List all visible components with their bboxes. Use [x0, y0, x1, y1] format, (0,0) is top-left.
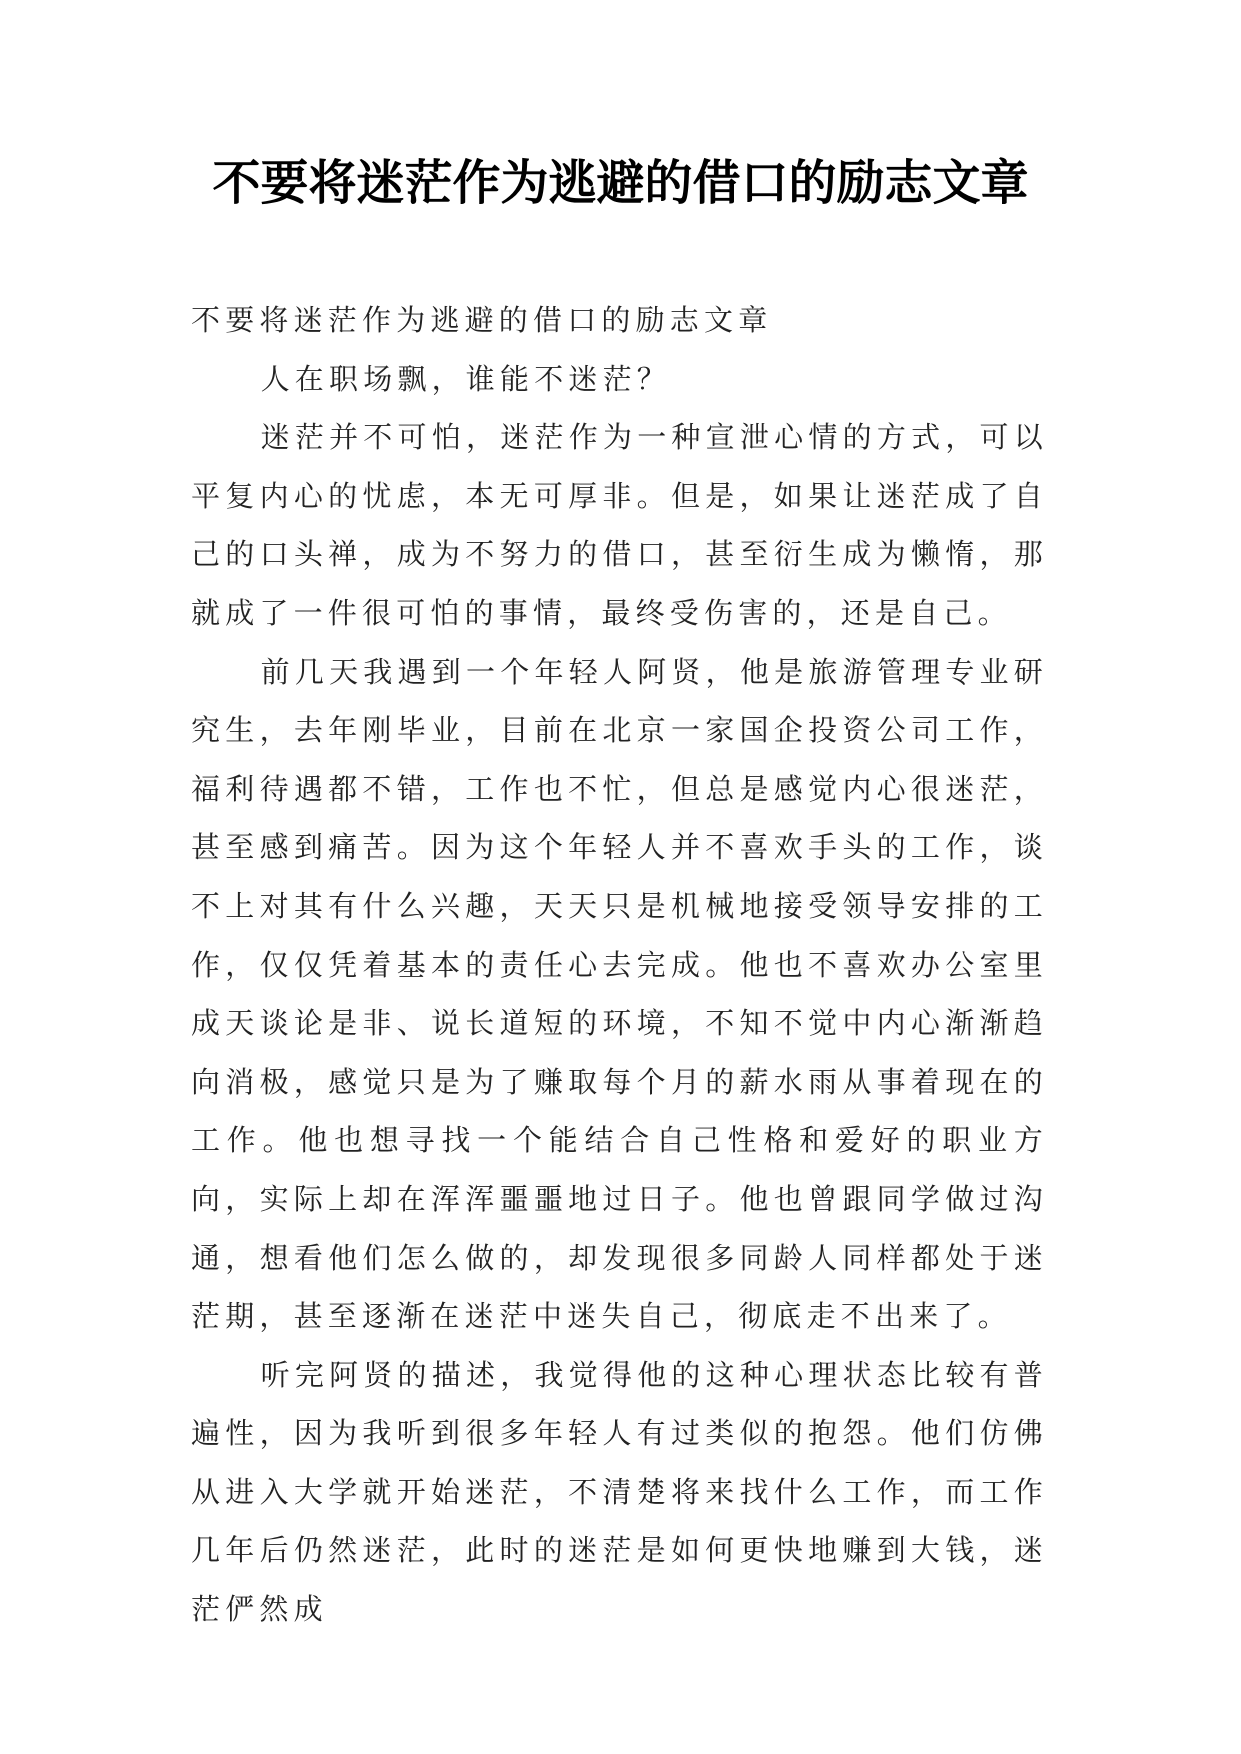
body-paragraph: 迷茫并不可怕，迷茫作为一种宣泄心情的方式，可以平复内心的忧虑，本无可厚非。但是，如果让迷茫成了自己的口头禅，成为不努力的借口，甚至衍生成为懒惰，那就成了一件很可怕的事情，最终受伤害的，还是自己。 [191, 420, 1048, 630]
body-paragraph: 听完阿贤的描述，我觉得他的这种心理状态比较有普遍性，因为我听到很多年轻人有过类似的抱怨。他们仿佛从进入大学就开始迷茫，不清楚将来找什么工作，而工作几年后仍然迷茫，此时的迷茫是如何更快地赚到大钱，迷茫俨然成 [191, 1357, 1048, 1627]
body-subtitle-paragraph: 不要将迷茫作为逃避的借口的励志文章 [191, 303, 773, 337]
body-paragraph: 人在职场飘，谁能不迷茫？ [260, 361, 671, 396]
document-body [191, 291, 1048, 1639]
document-title: 不要将迷茫作为逃避的借口的励志文章 [212, 155, 1029, 211]
body-paragraph: 前几天我遇到一个年轻人阿贤，他是旅游管理专业研究生，去年刚毕业，目前在北京一家国企投资公司工作，福利待遇都不错，工作也不忙，但总是感觉内心很迷茫，甚至感到痛苦。因为这个年轻人并不喜欢手头的工作，谈不上对其有什么兴趣，天天只是机械地接受领导安排的工作，仅仅凭着基本的责任心去完成。他也不喜欢办公室里成天谈论是非、说长道短的环境，不知不觉中内心渐渐趋向消极，感觉只是为了赚取每个月的薪水雨从事着现在的工作。他也想寻找一个能结合自己性格和爱好的职业方向，实际上却在浑浑噩噩地过日子。他也曾跟同学做过沟通，想看他们怎么做的，却发现很多同龄人同样都处于迷茫期，甚至逐渐在迷茫中迷失自己，彻底走不出来了。 [191, 654, 1048, 1334]
